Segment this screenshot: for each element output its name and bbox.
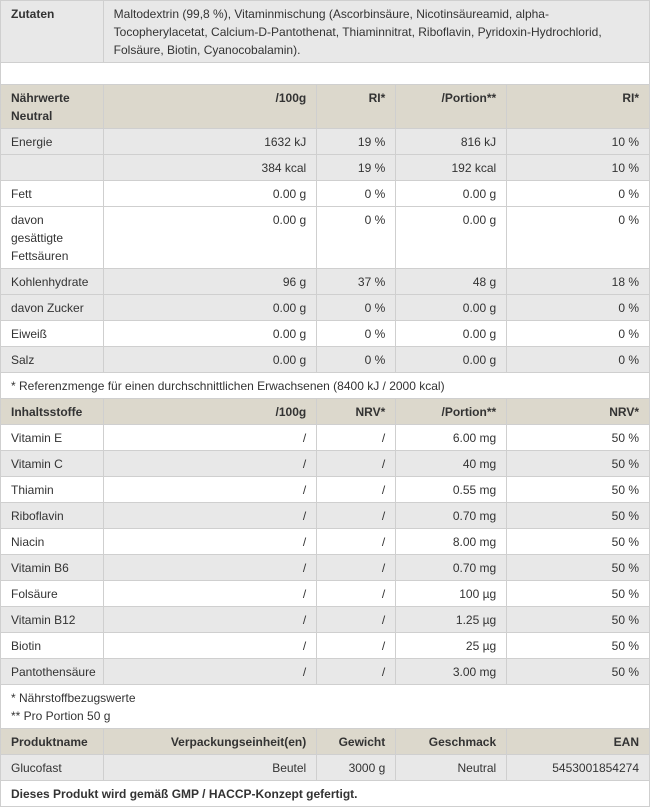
nutrition-cell-2: 0 % xyxy=(317,347,396,373)
contents-cell-4: 50 % xyxy=(507,425,650,451)
contents-row xyxy=(1,503,650,529)
nutrition-row xyxy=(1,295,650,321)
contents-cell-1: / xyxy=(103,477,317,503)
contents-cell-1: / xyxy=(103,451,317,477)
nutrition-cell-3: 0.00 g xyxy=(396,207,507,269)
contents-cell-4: 50 % xyxy=(507,477,650,503)
contents-cell-4: 50 % xyxy=(507,581,650,607)
contents-header-per100: /100g xyxy=(103,399,317,425)
contents-cell-1: / xyxy=(103,633,317,659)
nutrition-cell-2: 0 % xyxy=(317,295,396,321)
contents-header-nrv-portion: NRV* xyxy=(507,399,650,425)
contents-cell-4: 50 % xyxy=(507,503,650,529)
nutrition-cell-0: Salz xyxy=(1,347,104,373)
contents-row xyxy=(1,529,650,555)
contents-cell-3: 8.00 mg xyxy=(396,529,507,555)
contents-header-name: Inhaltsstoffe xyxy=(1,399,104,425)
contents-footnote-2: ** Pro Portion 50 g xyxy=(11,709,111,723)
contents-cell-0: Vitamin E xyxy=(1,425,104,451)
contents-cell-2: / xyxy=(317,581,396,607)
nutrition-row xyxy=(1,347,650,373)
contents-cell-0: Vitamin B12 xyxy=(1,607,104,633)
contents-cell-0: Folsäure xyxy=(1,581,104,607)
contents-cell-3: 1.25 µg xyxy=(396,607,507,633)
contents-cell-1: / xyxy=(103,581,317,607)
product-row xyxy=(1,755,650,781)
nutrition-cell-2: 0 % xyxy=(317,321,396,347)
contents-cell-2: / xyxy=(317,555,396,581)
nutrition-cell-4: 10 % xyxy=(507,129,650,155)
contents-cell-2: / xyxy=(317,607,396,633)
contents-cell-3: 40 mg xyxy=(396,451,507,477)
nutrition-cell-1: 0.00 g xyxy=(103,321,317,347)
nutrition-cell-4: 0 % xyxy=(507,321,650,347)
contents-cell-2: / xyxy=(317,659,396,685)
product-header-weight: Gewicht xyxy=(317,729,396,755)
contents-cell-3: 0.70 mg xyxy=(396,503,507,529)
contents-cell-4: 50 % xyxy=(507,659,650,685)
nutrition-cell-3: 192 kcal xyxy=(396,155,507,181)
product-header-packaging: Verpackungseinheit(en) xyxy=(103,729,317,755)
nutrition-cell-2: 0 % xyxy=(317,207,396,269)
product-ean: 5453001854274 xyxy=(507,755,650,781)
nutrition-cell-2: 19 % xyxy=(317,155,396,181)
contents-rows xyxy=(1,425,650,685)
nutrition-cell-4: 10 % xyxy=(507,155,650,181)
contents-cell-1: / xyxy=(103,607,317,633)
ingredients-label: Zutaten xyxy=(1,1,104,63)
gmp-note: Dieses Produkt wird gemäß GMP / HACCP-Konzept gefertigt. xyxy=(1,781,650,807)
contents-cell-1: / xyxy=(103,529,317,555)
contents-header-portion: /Portion** xyxy=(396,399,507,425)
ingredients-text: Maltodextrin (99,8 %), Vitaminmischung (Ascorbinsäure, Nicotinsäureamid, alpha-Tocopherylacetat, Calcium-D-Pantothenat, Thiaminnitrat, Riboflavin, Pyridoxin-Hydrochlorid, Folsäure, Biotin, Cyanocobalamin). xyxy=(103,1,649,63)
contents-row xyxy=(1,581,650,607)
contents-row xyxy=(1,633,650,659)
contents-cell-4: 50 % xyxy=(507,633,650,659)
contents-row xyxy=(1,607,650,633)
contents-cell-0: Pantothensäure xyxy=(1,659,104,685)
contents-cell-1: / xyxy=(103,425,317,451)
nutrition-cell-4: 0 % xyxy=(507,295,650,321)
final-note-row xyxy=(1,781,650,807)
nutrition-rows xyxy=(1,129,650,373)
contents-cell-2: / xyxy=(317,529,396,555)
contents-cell-0: Biotin xyxy=(1,633,104,659)
nutrition-footnote: * Referenzmenge für einen durchschnittlichen Erwachsenen (8400 kJ / 2000 kcal) xyxy=(1,373,650,399)
contents-cell-4: 50 % xyxy=(507,529,650,555)
contents-cell-1: / xyxy=(103,555,317,581)
contents-cell-0: Vitamin C xyxy=(1,451,104,477)
nutrition-row xyxy=(1,207,650,269)
contents-cell-4: 50 % xyxy=(507,451,650,477)
contents-cell-2: / xyxy=(317,425,396,451)
contents-footnote-row xyxy=(1,685,650,729)
contents-row xyxy=(1,659,650,685)
nutrition-row xyxy=(1,269,650,295)
contents-cell-3: 3.00 mg xyxy=(396,659,507,685)
nutrition-header-per100: /100g xyxy=(103,85,317,129)
ingredients-row xyxy=(1,1,650,63)
contents-cell-1: / xyxy=(103,659,317,685)
contents-cell-4: 50 % xyxy=(507,555,650,581)
nutrition-cell-3: 816 kJ xyxy=(396,129,507,155)
product-packaging: Beutel xyxy=(103,755,317,781)
nutrition-cell-4: 18 % xyxy=(507,269,650,295)
product-header-name: Produktname xyxy=(1,729,104,755)
contents-cell-2: / xyxy=(317,503,396,529)
product-flavor: Neutral xyxy=(396,755,507,781)
product-weight: 3000 g xyxy=(317,755,396,781)
contents-footnote-1: * Nährstoffbezugswerte xyxy=(11,691,136,705)
contents-row xyxy=(1,425,650,451)
contents-cell-0: Vitamin B6 xyxy=(1,555,104,581)
nutrition-cell-3: 0.00 g xyxy=(396,295,507,321)
contents-cell-2: / xyxy=(317,477,396,503)
contents-cell-3: 6.00 mg xyxy=(396,425,507,451)
contents-cell-3: 25 µg xyxy=(396,633,507,659)
nutrition-footnote-row xyxy=(1,373,650,399)
nutrition-cell-0: Eiweiß xyxy=(1,321,104,347)
nutrition-cell-1: 0.00 g xyxy=(103,181,317,207)
contents-cell-3: 100 µg xyxy=(396,581,507,607)
nutrition-row xyxy=(1,321,650,347)
nutrition-cell-1: 0.00 g xyxy=(103,207,317,269)
product-header-flavor: Geschmack xyxy=(396,729,507,755)
product-name: Glucofast xyxy=(1,755,104,781)
nutrition-cell-2: 37 % xyxy=(317,269,396,295)
contents-row xyxy=(1,555,650,581)
nutrition-cell-0: Energie xyxy=(1,129,104,155)
nutrition-row xyxy=(1,129,650,155)
nutrition-cell-1: 1632 kJ xyxy=(103,129,317,155)
nutrition-cell-0: Kohlenhydrate xyxy=(1,269,104,295)
nutrition-row xyxy=(1,155,650,181)
nutrition-header-ri: RI* xyxy=(317,85,396,129)
contents-cell-0: Thiamin xyxy=(1,477,104,503)
nutrition-cell-0: Fett xyxy=(1,181,104,207)
nutrition-cell-1: 384 kcal xyxy=(103,155,317,181)
contents-cell-1: / xyxy=(103,503,317,529)
contents-cell-0: Niacin xyxy=(1,529,104,555)
contents-header-nrv: NRV* xyxy=(317,399,396,425)
nutrition-cell-4: 0 % xyxy=(507,207,650,269)
nutrition-header-portion: /Portion** xyxy=(396,85,507,129)
nutrition-cell-2: 0 % xyxy=(317,181,396,207)
nutrition-cell-0 xyxy=(1,155,104,181)
nutrition-cell-2: 19 % xyxy=(317,129,396,155)
nutrition-cell-0: davon gesättigte Fettsäuren xyxy=(1,207,104,269)
nutrition-cell-1: 0.00 g xyxy=(103,295,317,321)
nutrition-cell-3: 0.00 g xyxy=(396,321,507,347)
contents-cell-0: Riboflavin xyxy=(1,503,104,529)
contents-cell-3: 0.55 mg xyxy=(396,477,507,503)
nutrition-cell-3: 48 g xyxy=(396,269,507,295)
contents-cell-4: 50 % xyxy=(507,607,650,633)
product-header-ean: EAN xyxy=(507,729,650,755)
contents-row xyxy=(1,477,650,503)
product-header-row xyxy=(1,729,650,755)
contents-cell-2: / xyxy=(317,451,396,477)
nutrition-header-name: Nährwerte Neutral xyxy=(1,85,104,129)
nutrition-row xyxy=(1,181,650,207)
nutrition-cell-3: 0.00 g xyxy=(396,347,507,373)
contents-header-row xyxy=(1,399,650,425)
contents-cell-2: / xyxy=(317,633,396,659)
contents-row xyxy=(1,451,650,477)
nutrition-cell-0: davon Zucker xyxy=(1,295,104,321)
nutrition-cell-1: 96 g xyxy=(103,269,317,295)
spacer-row xyxy=(1,63,650,85)
nutrition-cell-4: 0 % xyxy=(507,347,650,373)
nutrition-cell-4: 0 % xyxy=(507,181,650,207)
nutrition-header-row xyxy=(1,85,650,129)
nutrition-cell-1: 0.00 g xyxy=(103,347,317,373)
nutrition-header-ri-portion: RI* xyxy=(507,85,650,129)
nutrition-cell-3: 0.00 g xyxy=(396,181,507,207)
contents-cell-3: 0.70 mg xyxy=(396,555,507,581)
